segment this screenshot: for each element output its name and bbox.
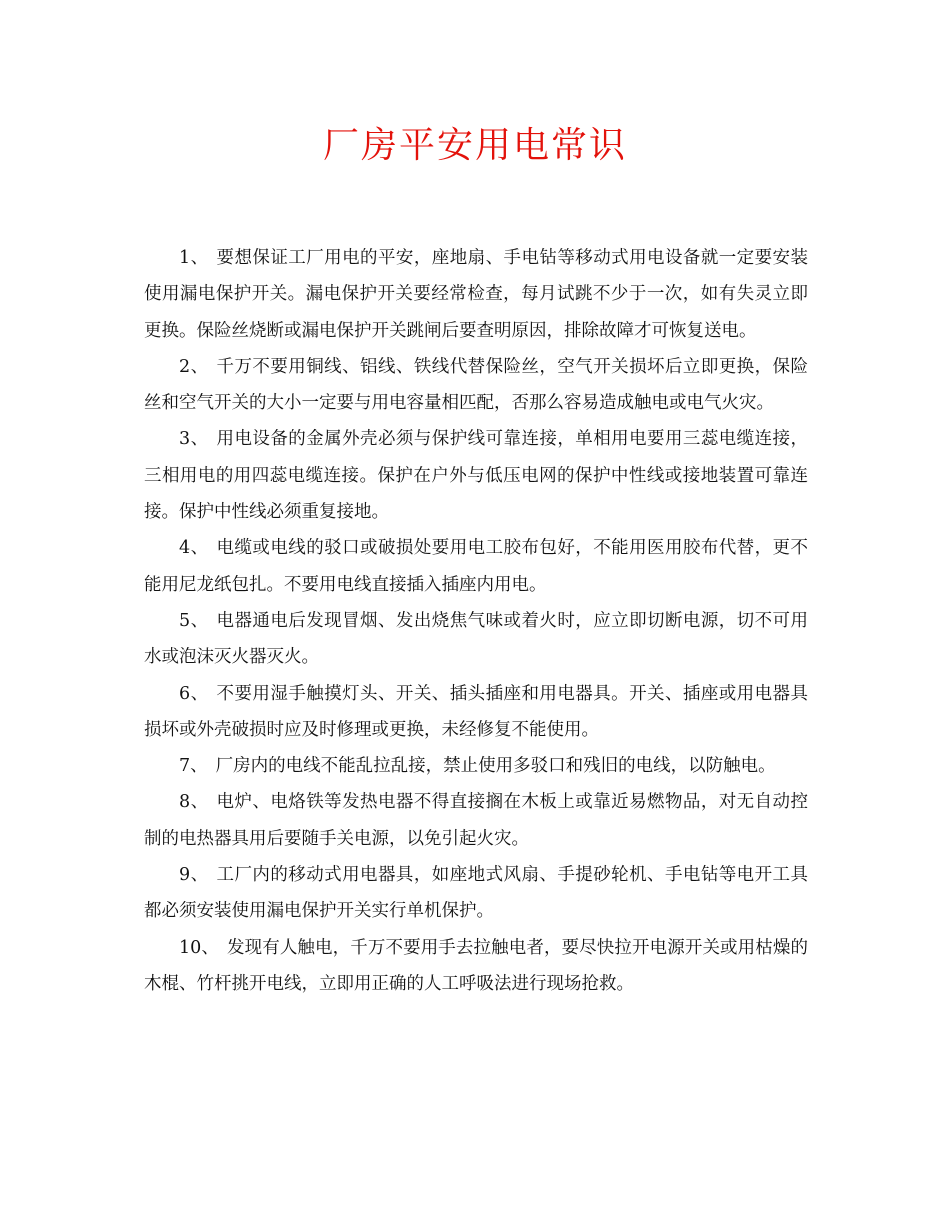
document-body xyxy=(144,240,808,1002)
paragraph-text: 用电设备的金属外壳必须与保护线可靠连接，单相用电要用三蕊电缆连接，三相用电的用四蕊电缆连接。保护在户外与低压电网的保护中性线或接地装置可靠连接。保护中性线必须重复接地。 xyxy=(144,429,808,523)
paragraph-number: 2、 xyxy=(179,356,209,377)
paragraph-9 xyxy=(144,857,808,930)
paragraph-number: 9、 xyxy=(179,865,209,886)
paragraph-10 xyxy=(144,930,808,1003)
paragraph-1 xyxy=(144,240,808,349)
paragraph-text: 厂房内的电线不能乱拉乱接，禁止使用多驳口和残旧的电线，以防触电。 xyxy=(215,756,776,777)
paragraph-text: 电缆或电线的驳口或破损处要用电工胶布包好，不能用医用胶布代替，更不能用尼龙纸包扎。不要用电线直接插入插座内用电。 xyxy=(144,538,808,595)
paragraph-text: 发现有人触电，千万不要用手去拉触电者，要尽快拉开电源开关或用枯燥的木棍、竹杆挑开电线，立即用正确的人工呼吸法进行现场抢救。 xyxy=(144,937,808,994)
paragraph-text: 工厂内的移动式用电器具，如座地式风扇、手提砂轮机、手电钻等电开工具都必须安装使用漏电保护开关实行单机保护。 xyxy=(144,865,808,922)
paragraph-7 xyxy=(144,748,808,784)
paragraph-4 xyxy=(144,530,808,603)
paragraph-number: 10、 xyxy=(179,937,219,958)
paragraph-2 xyxy=(144,349,808,422)
paragraph-number: 6、 xyxy=(179,683,209,704)
paragraph-number: 1、 xyxy=(179,248,209,268)
paragraph-6 xyxy=(144,676,808,749)
paragraph-number: 3、 xyxy=(179,429,209,450)
paragraph-text: 电器通电后发现冒烟、发出烧焦气味或着火时，应立即切断电源，切不可用水或泡沫灭火器灭火。 xyxy=(144,610,808,668)
paragraph-8 xyxy=(144,784,808,857)
paragraph-text: 千万不要用铜线、铝线、铁线代替保险丝，空气开关损坏后立即更换，保险丝和空气开关的大小一定要与用电容量相匹配，否那么容易造成触电或电气火灾。 xyxy=(144,356,808,414)
paragraph-number: 7、 xyxy=(179,756,208,777)
paragraph-text: 不要用湿手触摸灯头、开关、插头插座和用电器具。开关、插座或用电器具损坏或外壳破损时应及时修理或更换，未经修复不能使用。 xyxy=(144,683,808,740)
paragraph-5 xyxy=(144,603,808,676)
paragraph-text: 要想保证工厂用电的平安，座地扇、手电钻等移动式用电设备就一定要安装使用漏电保护开关。漏电保护开关要经常检查，每月试跳不少于一次，如有失灵立即更换。保险丝烧断或漏电保护开关跳闸后要查明原因，排除故障才可恢复送电。 xyxy=(144,248,808,341)
paragraph-3 xyxy=(144,421,808,530)
paragraph-text: 电炉、电烙铁等发热电器不得直接搁在木板上或靠近易燃物品，对无自动控制的电热器具用后要随手关电源，以免引起火灾。 xyxy=(144,792,808,849)
paragraph-number: 4、 xyxy=(179,538,209,559)
document-title: 厂房平安用电常识 xyxy=(322,125,627,166)
paragraph-number: 5、 xyxy=(179,610,209,631)
paragraph-number: 8、 xyxy=(179,792,209,813)
